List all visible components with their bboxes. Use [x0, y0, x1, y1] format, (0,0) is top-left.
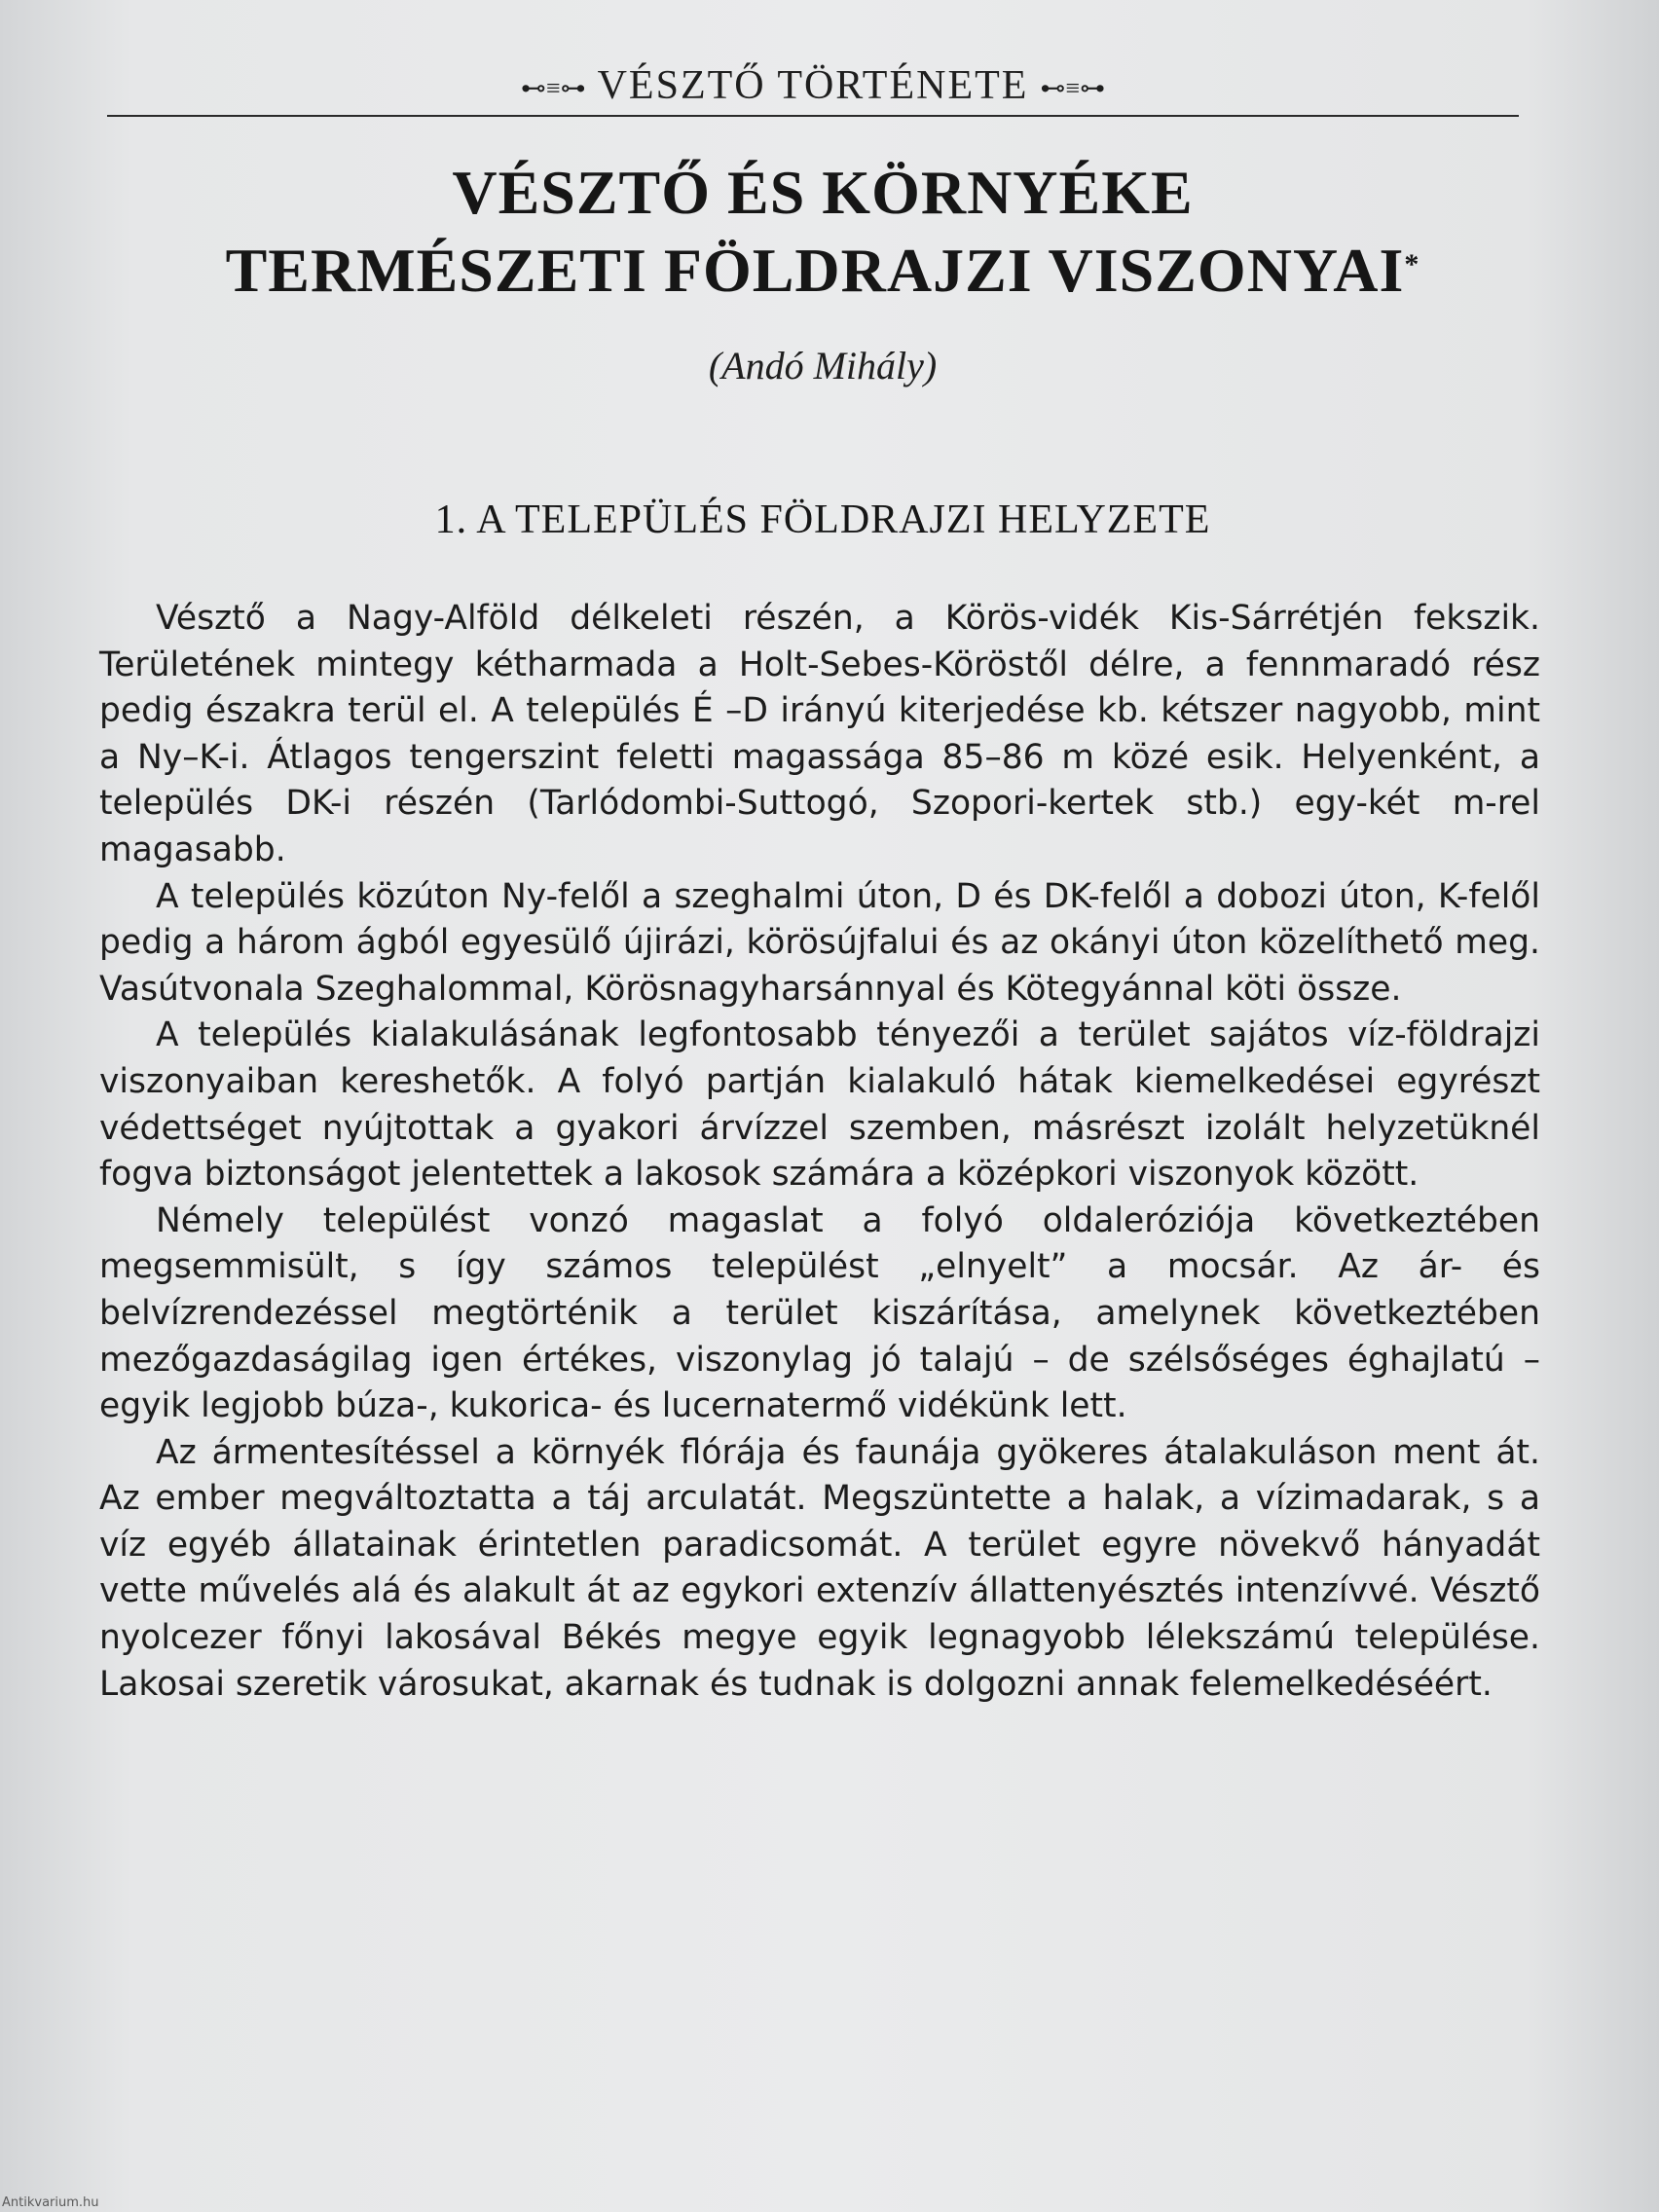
header-rule: [107, 115, 1519, 117]
running-title-text: VÉSZTŐ TÖRTÉNETE: [597, 63, 1029, 108]
chapter-title-line2-text: TERMÉSZETI FÖLDRAJZI VISZONYAI: [225, 236, 1405, 305]
ornament-left-icon: ⊷≡⊶: [520, 74, 586, 103]
body-text: [99, 596, 1540, 1708]
chapter-title-line2: [107, 232, 1538, 310]
running-header: [107, 60, 1519, 119]
ornament-right-icon: ⊷≡⊶: [1040, 74, 1106, 103]
footnote-mark: *: [1404, 248, 1420, 280]
author-line: (Andó Mihály): [708, 344, 938, 387]
chapter-title-line1: VÉSZTŐ ÉS KÖRNYÉKE: [452, 158, 1194, 227]
paragraph: Vésztő a Nagy-Alföld délkeleti részén, a Körös-vidék Kis-Sárrétjén fekszik. Területének mintegy kétharmada a Holt-Sebes-Köröstől délre, a fennmaradó rész pedig északra terül el. A település É –D irányú kiterjedése kb. kétszer nagyobb, mint a Ny–K-i. Átlagos tengerszint feletti magassága 85–86 m közé esik. Helyenként, a település DK-i részén (Tarlódombi-Suttogó, Szopori-kertek stb.) egy-két m-rel magasabb.: [99, 599, 1540, 869]
paragraph: A település közúton Ny-felől a szeghalmi úton, D és DK-felől a dobozi úton, K-felől pedig a három ágból egyesülő újirázi, körösújfalui és az okányi úton közelíthető meg. Vasútvonala Szeghalommal, Körösnagyharsánnyal és Kötegyánnal köti össze.: [99, 876, 1540, 1009]
watermark: Antikvarium.hu: [2, 2195, 99, 2210]
paragraph: A település kialakulásának legfontosabb tényezői a terület sajátos víz-földrajzi viszonyaiban kereshetők. A folyó partján kialakuló hátak kiemelkedései egyrészt védettséget nyújtottak a gyakori árvízzel szemben, másrészt izolált helyzetüknél fogva biztonságot jelentettek a lakosok számára a középkori viszonyok között.: [99, 1015, 1540, 1195]
paragraph: Némely települést vonzó magaslat a folyó oldaleróziója következtében megsemmisült, s így számos települést „elnyelt” a mocsár. Az ár- és belvízrendezéssel megtörténik a terület kiszárítása, amelynek következtében mezőgazdaságilag igen értékes, viszonylag jó talajú – de szélsőséges éghajlatú – egyik legjobb búza-, kukorica- és lucernatermő vidékünk lett.: [99, 1200, 1540, 1426]
paragraph: Az ármentesítéssel a környék flórája és faunája gyökeres átalakuláson ment át. Az ember megváltoztatta a táj arculatát. Megszüntette a halak, a vízimadarak, s a víz egyéb állatainak érintetlen paradicsomát. A terület egyre növekvő hányadát vette művelés alá és alakult át az egykori extenzív állattenyésztés intenzívvé. Vésztő nyolcezer főnyi lakosával Békés megye egyik legnagyobb lélekszámú települése. Lakosai szeretik városukat, akarnak és tudnak is dolgozni annak felemelkedéséért.: [99, 1432, 1540, 1704]
running-title: [107, 62, 1519, 109]
section-heading: 1. A TELEPÜLÉS FÖLDRAJZI HELYZETE: [434, 498, 1211, 542]
chapter-title: [107, 154, 1538, 310]
